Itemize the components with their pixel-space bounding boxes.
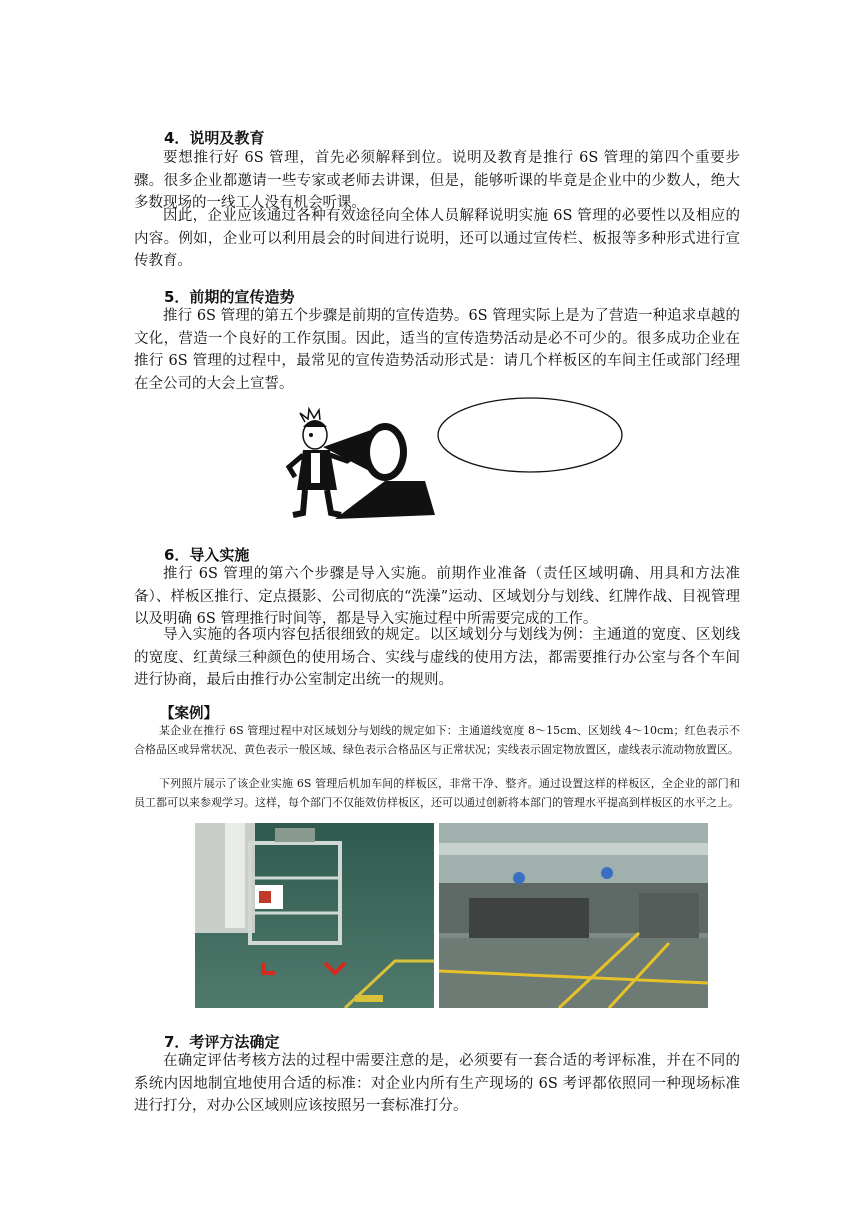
section-6-heading: 6．导入实施 [164, 546, 250, 564]
section-4-paragraph-2: 因此，企业应该通过各种有效途径向全体人员解释说明实施 6S 管理的必要性以及相应的内容。例如，企业可以利用晨会的时间进行说明，还可以通过宣传栏、板报等多种形式进行宣传教育。 [134, 208, 740, 269]
section-6-paragraph-1: 推行 6S 管理的第六个步骤是导入实施。前期作业准备（责任区域明确、用具和方法准备）、样板区推行、定点摄影、公司彻底的“洗澡”运动、区域划分与划线、红牌作战、目视管理以及明确 6S 管理推行时间等，都是导入实施过程中所需要完成的工作。 [134, 566, 740, 627]
section-7-paragraph-1: 在确定评估考核方法的过程中需要注意的是，必须要有一套合适的考评标准，并在不同的系统内因地制宜地使用合适的标准：对企业内所有生产现场的 6S 考评都依照同一种现场标准进行打分，对办公区域则应该按照另一套标准打分。 [134, 1053, 740, 1114]
section-7-heading: 7．考评方法确定 [164, 1033, 280, 1051]
case-paragraph-1: 某企业在推行 6S 管理过程中对区域划分与划线的规定如下：主通道线宽度 8～15cm、区划线 4～10cm；红色表示不合格品区或异常状况、黄色表示一般区域、绿色表示合格品区与正常状况；实线表示固定物放置区，虚线表示流动物放置区。 [134, 724, 740, 756]
section-4-paragraph-1: 要想推行好 6S 管理，首先必须解释到位。说明及教育是推行 6S 管理的第四个重要步骤。很多企业都邀请一些专家或老师去讲课，但是，能够听课的毕竟是企业中的少数人，绝大多数现场的一线工人没有机会听课。 [134, 150, 740, 211]
section-5-heading: 5．前期的宣传造势 [164, 288, 295, 306]
case-paragraph-2: 下列照片展示了该企业实施 6S 管理后机加车间的样板区，非常干净、整齐。通过设置这样的样板区，全企业的部门和员工都可以来参观学习。这样，每个部门不仅能效仿样板区，还可以通过创新将本部门的管理水平提高到样板区的水平之上。 [134, 777, 740, 809]
case-title: 【案例】 [160, 706, 218, 722]
section-6-paragraph-2: 导入实施的各项内容包括很细致的规定。以区域划分与划线为例：主通道的宽度、区划线的宽度、红黄绿三种颜色的使用场合、实线与虚线的使用方法，都需要推行办公室与各个车间进行协商，最后由推行办公室制定出统一的规则。 [134, 627, 740, 688]
photo-machining-workshop [439, 823, 708, 1008]
megaphone-man-icon [275, 395, 635, 525]
section-5-paragraph-1: 推行 6S 管理的第五个步骤是前期的宣传造势。6S 管理实际上是为了营造一种追求卓越的文化，营造一个良好的工作氛围。因此，适当的宣传造势活动是必不可少的。很多成功企业在推行 6S 管理的过程中，最常见的宣传造势活动形式是：请几个样板区的车间主任或部门经理在全公司的大会上宣誓。 [134, 308, 740, 392]
megaphone-illustration [275, 395, 635, 525]
section-4-heading: 4．说明及教育 [164, 129, 265, 147]
photo-model-area-shelf [195, 823, 434, 1008]
